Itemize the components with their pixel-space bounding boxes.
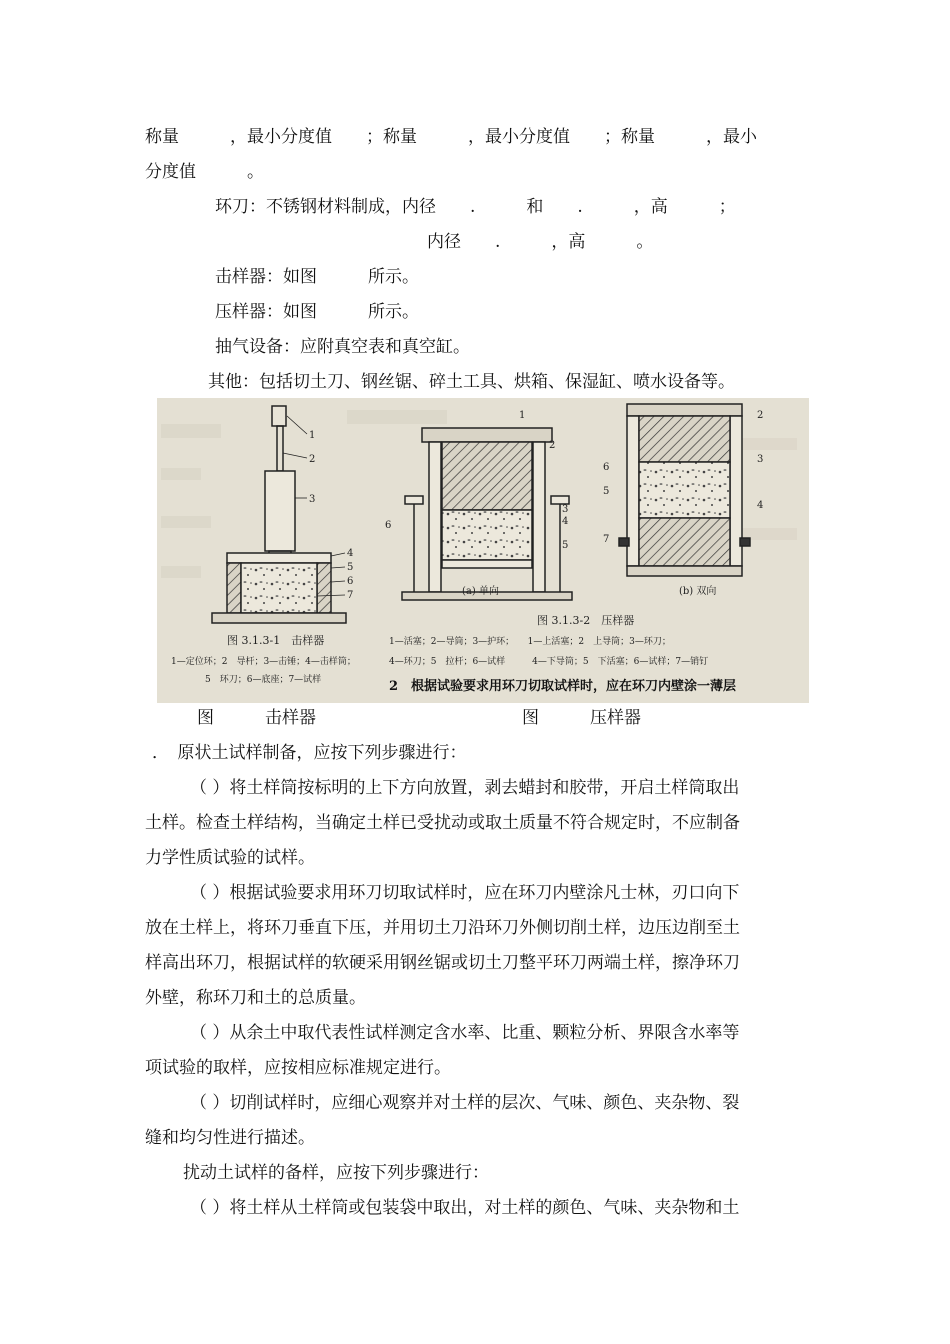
scan-bottom-text: 2 根据试验要求用环刀切取试样时，应在环刀内壁涂一薄层	[389, 679, 737, 694]
svg-text:5: 5	[347, 562, 354, 573]
others-line: 其他：包括切土刀、钢丝锯、碎土工具、烘箱、保湿缸、喷水设备等。	[208, 372, 735, 392]
figure-drawing	[157, 398, 809, 703]
fig1-legend-2: 5 环刀；6—底座；7—试样	[205, 675, 322, 685]
step-2-line-4: 外壁，称环刀和土的总质量。	[145, 988, 366, 1008]
svg-text:4: 4	[347, 548, 354, 559]
svg-text:2: 2	[757, 410, 764, 421]
step-1-line-2: 土样。检查土样结构，当确定土样已受扰动或取土质量不符合规定时，不应制备	[145, 813, 740, 833]
svg-text:1: 1	[309, 430, 316, 441]
ring-knife-line-1: 环刀：不锈钢材料制成，内径 . 和 . ，高 ；	[215, 197, 736, 217]
fig2-legend-2: 4—环刀；5 拉杆；6—试样 4—下导筒；5 下活塞；6—试样；7—销钉	[389, 657, 709, 667]
fig1-legend-1: 1—定位环；2 导杆；3—击锤；4—击样筒；	[171, 657, 356, 667]
section-undisturbed: ． 原状土试样制备，应按下列步骤进行：	[152, 743, 467, 763]
svg-text:4: 4	[562, 516, 569, 527]
svg-text:4: 4	[757, 500, 764, 511]
vacuum-line: 抽气设备：应附真空表和真空缸。	[215, 337, 470, 357]
step-2-line-2: 放在土样上，将环刀垂直下压，并用切土刀沿环刀外侧切削土样，边压边削至土	[145, 918, 740, 938]
intro-line-1: 称量 ，最小分度值 ；称量 ，最小分度值 ；称量 ，最小	[145, 127, 757, 147]
press-double-diagram	[619, 404, 750, 576]
svg-text:2: 2	[549, 440, 556, 451]
scanned-figure	[157, 398, 809, 703]
figure-label-press: 图 压样器	[522, 708, 641, 728]
fig2a-caption: (a) 单向	[462, 586, 499, 597]
fig2-caption: 图 3.1.3-2 压样器	[537, 614, 635, 627]
svg-text:6: 6	[347, 576, 354, 587]
step-4-line-1: （ ）切削试样时，应细心观察并对土样的层次、气味、颜色、夹杂物、裂	[190, 1093, 740, 1113]
section-disturbed: 扰动土试样的备样，应按下列步骤进行：	[183, 1163, 489, 1183]
svg-text:5: 5	[562, 540, 569, 551]
step-1-line-1: （ ）将土样筒按标明的上下方向放置，剥去蜡封和胶带，开启土样筒取出	[190, 778, 740, 798]
intro-line-2: 分度值 。	[145, 162, 264, 182]
svg-text:3: 3	[562, 504, 569, 515]
svg-text:6: 6	[603, 462, 610, 473]
svg-text:7: 7	[347, 590, 354, 601]
step-3-line-2: 项试验的取样，应按相应标准规定进行。	[145, 1058, 451, 1078]
step-2-line-3: 样高出环刀，根据试样的软硬采用钢丝锯或切土刀整平环刀两端土样，擦净环刀	[145, 953, 740, 973]
fig2b-caption: (b) 双向	[679, 586, 717, 597]
svg-text:6: 6	[385, 520, 392, 531]
step-4-line-2: 缝和均匀性进行描述。	[145, 1128, 315, 1148]
step-2-line-1: （ ）根据试验要求用环刀切取试样时，应在环刀内壁涂凡士林，刃口向下	[190, 883, 740, 903]
fig2-legend-1: 1—活塞；2—导筒；3—护环； 1—上活塞；2 上导筒；3—环刀；	[389, 637, 671, 647]
figure-label-striker: 图 击样器	[197, 708, 316, 728]
striker-diagram	[212, 406, 346, 623]
fig1-caption: 图 3.1.3-1 击样器	[227, 634, 325, 647]
step-3-line-1: （ ）从余土中取代表性试样测定含水率、比重、颗粒分析、界限含水率等	[190, 1023, 740, 1043]
ring-knife-line-2: 内径 . ，高 。	[427, 232, 654, 252]
striker-line: 击样器：如图 所示。	[215, 267, 419, 287]
press-single-diagram	[402, 428, 572, 600]
svg-text:5: 5	[603, 486, 610, 497]
svg-text:3: 3	[757, 454, 764, 465]
svg-text:3: 3	[309, 494, 316, 505]
step-1-line-3: 力学性质试验的试样。	[145, 848, 315, 868]
svg-text:1: 1	[519, 410, 526, 421]
step-5-line-1: （ ）将土样从土样筒或包装袋中取出，对土样的颜色、气味、夹杂物和土	[190, 1198, 740, 1218]
press-line: 压样器：如图 所示。	[215, 302, 419, 322]
svg-text:2: 2	[309, 454, 316, 465]
svg-text:7: 7	[603, 534, 610, 545]
